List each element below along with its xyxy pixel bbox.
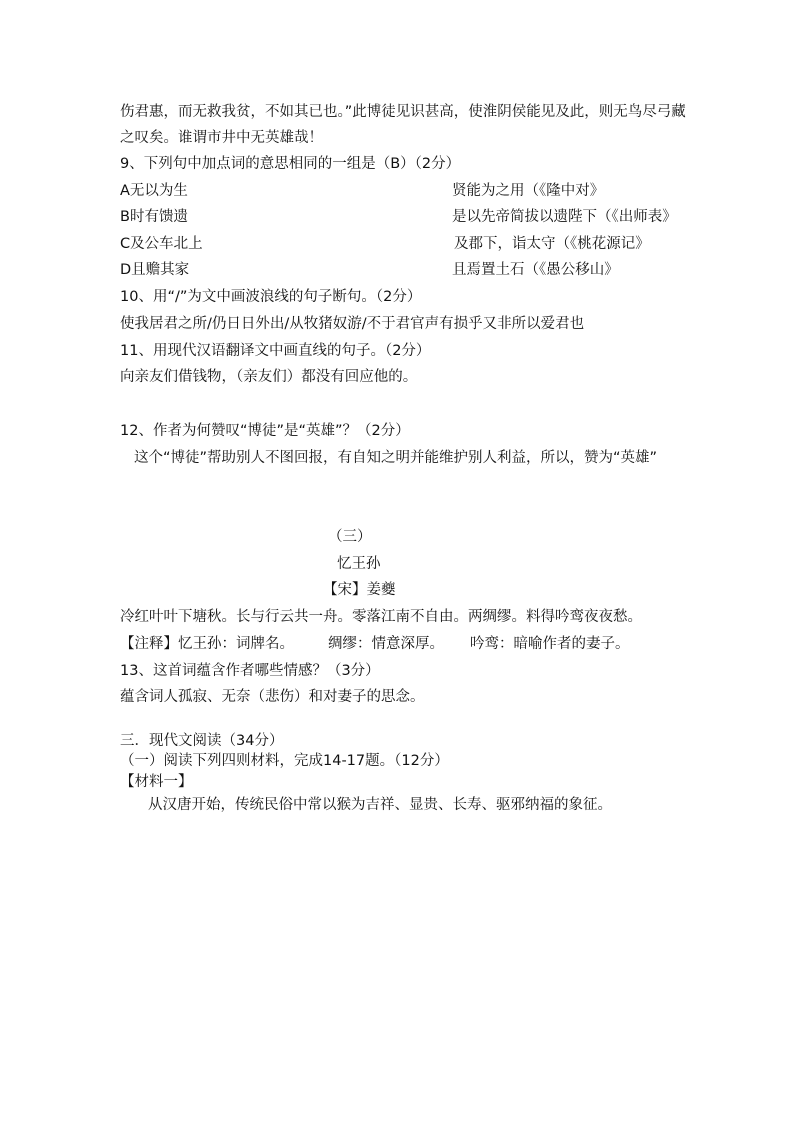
note-c: 吟鸾：暗喻作者的妻子。 xyxy=(470,636,630,652)
option-a-right: 贤能为之用（《隆中对》 xyxy=(452,183,605,199)
option-a-left: A无以为生 xyxy=(120,183,188,199)
part-3-subheading: （一）阅读下列四则材料，完成14-17题。（12分） xyxy=(120,753,449,769)
poem-title: 忆王孙 xyxy=(337,556,381,572)
material-one-label: 【材料一】 xyxy=(120,774,193,790)
question-9-stem: 9、下列句中加点词的意思相同的一组是（B）（2分） xyxy=(120,156,461,172)
question-9-option-d xyxy=(120,260,619,280)
poem-author: 【宋】姜夔 xyxy=(323,582,396,598)
note-b: 绸缪：情意深厚。 xyxy=(328,636,444,652)
question-13-answer: 蕴含词人孤寂、无奈（悲伤）和对妻子的思念。 xyxy=(120,689,425,705)
part-3-heading: 三．现代文阅读（34分） xyxy=(120,733,284,749)
passage-line-2: 之叹矣。谁谓市井中无英雄哉！ xyxy=(120,130,323,146)
option-b-left: B时有馈遗 xyxy=(120,209,188,225)
option-b-right: 是以先帝简拔以遗陛下（《出师表》 xyxy=(452,209,677,225)
section-number: （三） xyxy=(328,529,372,545)
passage-line-1: 伤君惠，而无救我贫，不如其已也。”此博徒见识甚高，使淮阴侯能见及此，则无鸟尽弓藏 xyxy=(120,104,686,120)
question-9-option-b xyxy=(120,207,677,227)
poem-text: 冷红叶叶下塘秋。长与行云共一舟。零落江南不自由。两绸缪。料得吟鸾夜夜愁。 xyxy=(120,609,642,625)
option-c-right: 及郡下，诣太守（《桃花源记》 xyxy=(454,236,650,252)
question-12-answer: 这个“博徒”帮助别人不图回报，有自知之明并能维护别人利益，所以，赞为“英雄” xyxy=(134,450,658,466)
question-10-answer: 使我居君之所/仍日日外出/从牧猪奴游/不于君官声有损乎又非所以爱君也 xyxy=(120,316,585,332)
question-9-option-a xyxy=(120,181,605,201)
poem-notes xyxy=(120,634,630,654)
question-11-stem: 11、用现代汉语翻译文中画直线的句子。（2分） xyxy=(120,343,431,359)
note-a: 【注释】忆王孙：词牌名。 xyxy=(120,636,294,652)
question-10-stem: 10、用“/”为文中画波浪线的句子断句。（2分） xyxy=(120,289,422,305)
option-d-right: 且焉置土石（《愚公移山》 xyxy=(452,262,619,278)
question-9-option-c xyxy=(120,234,650,254)
question-11-answer: 向亲友们借钱物，（亲友们）都没有回应他的。 xyxy=(120,369,418,385)
option-c-left: C及公车北上 xyxy=(120,236,203,252)
option-d-left: D且赡其家 xyxy=(120,262,190,278)
question-13-stem: 13、这首词蕴含作者哪些情感？（3分） xyxy=(120,663,380,679)
question-12-stem: 12、作者为何赞叹“博徒”是“英雄”？（2分） xyxy=(120,423,410,439)
material-one-text: 从汉唐开始，传统民俗中常以猴为吉祥、显贵、长寿、驱邪纳福的象征。 xyxy=(148,797,612,813)
